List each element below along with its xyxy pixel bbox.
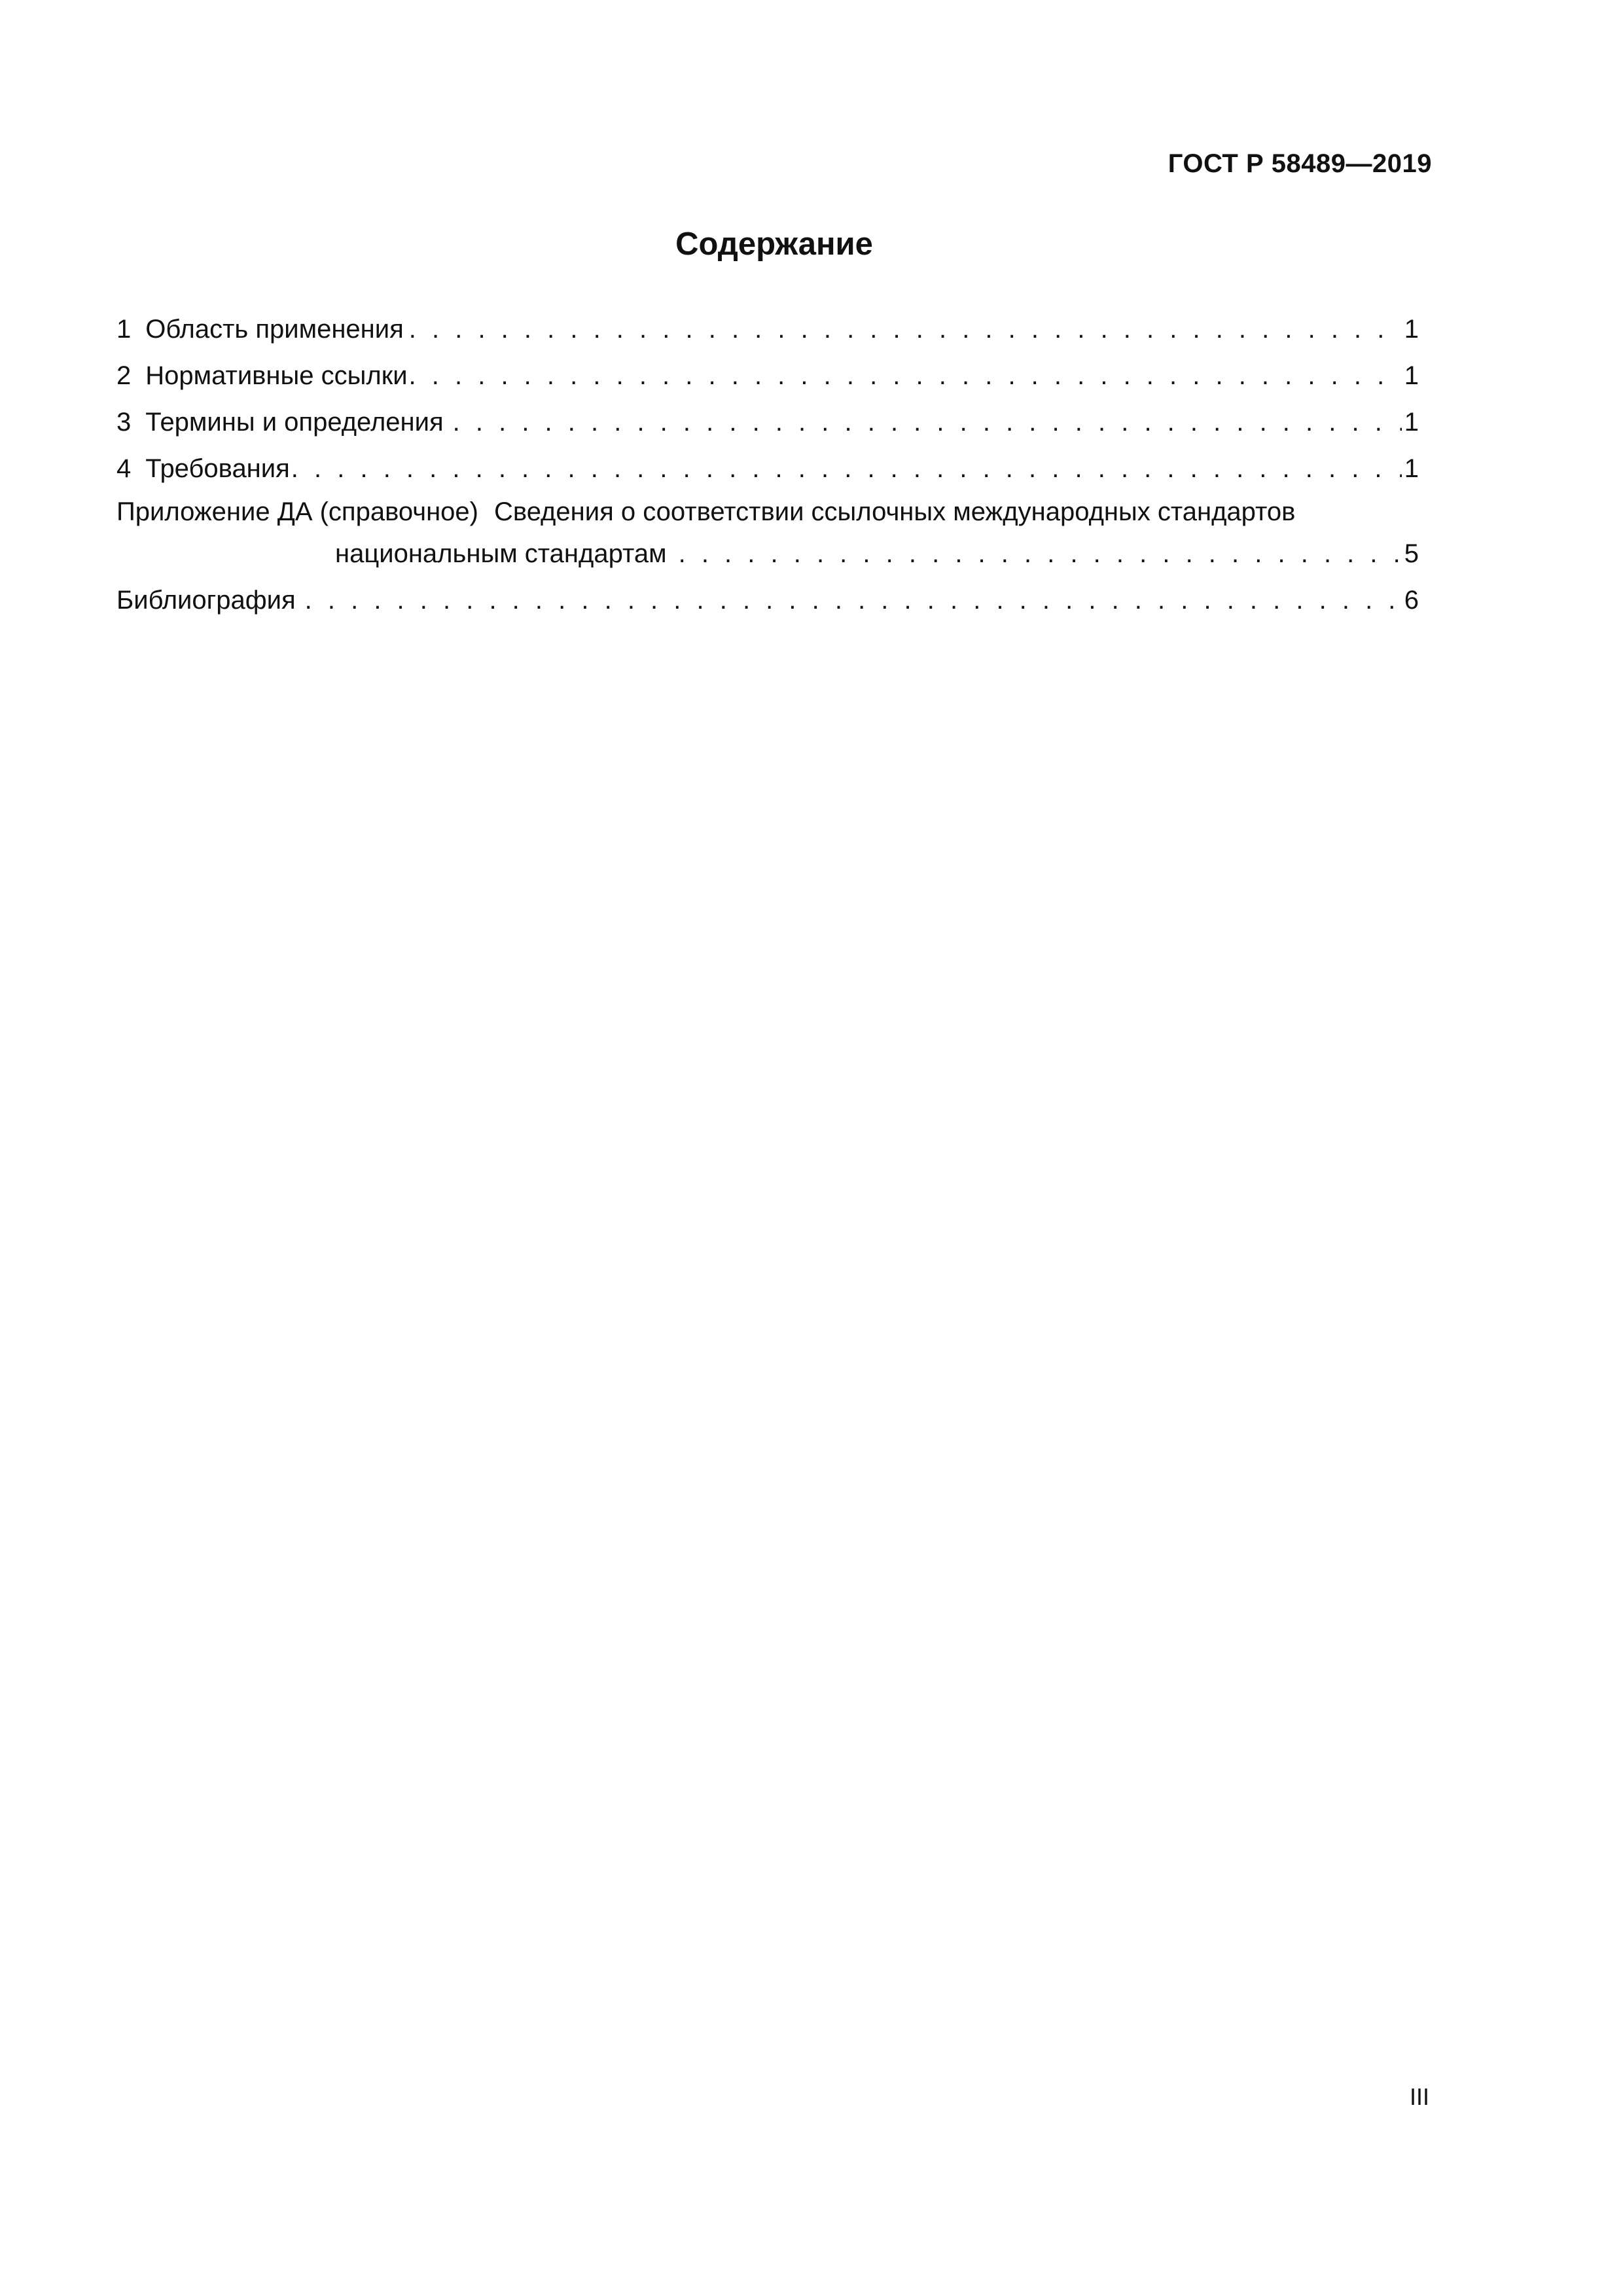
- toc-entry-label: Область применения: [145, 315, 404, 344]
- toc-entry-number: 4: [116, 454, 132, 483]
- page-number: III: [1409, 2083, 1429, 2110]
- toc-leader-dots: [409, 353, 1402, 399]
- toc-entry-scope[interactable]: [116, 306, 1419, 353]
- toc-entry-label: Требования: [145, 454, 290, 483]
- toc-entry-normative-references[interactable]: [116, 353, 1419, 399]
- annex-title-line2: национальным стандартам: [335, 539, 667, 568]
- toc-entry-number: 2: [116, 361, 132, 390]
- document-code: ГОСТ Р 58489—2019: [1168, 149, 1432, 178]
- annex-title-continuation: [116, 531, 1419, 576]
- toc-entry-page: 1: [1404, 408, 1419, 437]
- toc-leader-dots: [453, 399, 1402, 446]
- toc-entry-bibliography[interactable]: [116, 577, 1419, 624]
- toc-entry-page: 1: [1404, 454, 1419, 483]
- toc-entry-requirements[interactable]: [116, 446, 1419, 492]
- toc-leader-dots: [305, 577, 1402, 624]
- annex-prefix: Приложение ДА (справочное): [116, 497, 478, 526]
- toc-entry-label: Библиография: [116, 586, 296, 615]
- toc-entry-terms[interactable]: [116, 399, 1419, 446]
- toc-leader-dots: [679, 531, 1402, 576]
- toc-entry-number: 1: [116, 315, 132, 344]
- toc-entry-annex-da[interactable]: [116, 492, 1419, 576]
- toc-entry-page: 6: [1404, 586, 1419, 615]
- toc-leader-dots: [409, 306, 1402, 353]
- toc-entry-page: 5: [1404, 539, 1419, 568]
- toc-title: Содержание: [675, 226, 873, 262]
- annex-title-line1: Сведения о соответствии ссылочных международных стандартов: [494, 497, 1296, 526]
- annex-heading-line: [116, 492, 1419, 531]
- toc-entry-label: Термины и определения: [145, 408, 444, 437]
- toc-leader-dots: [291, 446, 1402, 492]
- toc-entry-number: 3: [116, 408, 132, 437]
- toc-entry-page: 1: [1404, 315, 1419, 344]
- toc-entry-label: Нормативные ссылки: [145, 361, 408, 390]
- table-of-contents: [116, 306, 1419, 624]
- toc-entry-page: 1: [1404, 361, 1419, 390]
